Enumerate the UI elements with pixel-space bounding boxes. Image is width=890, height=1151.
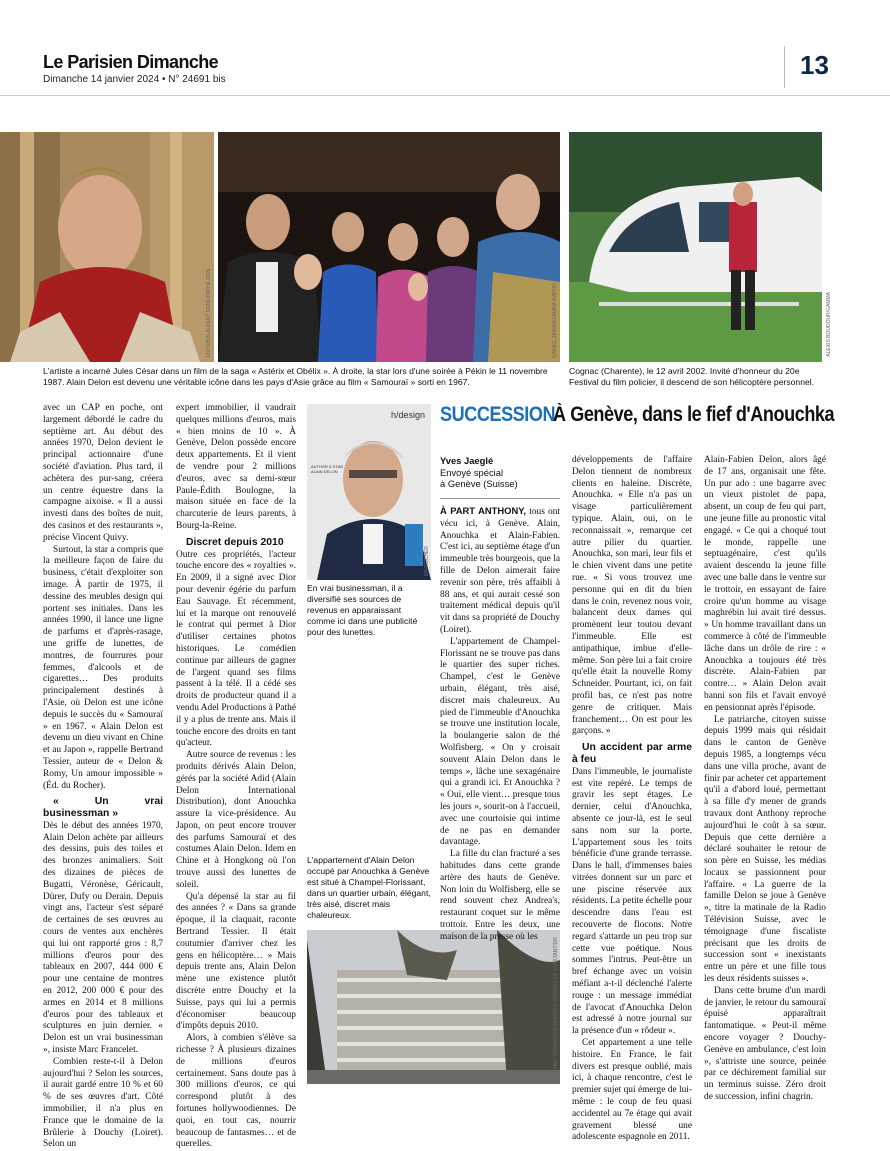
paragraph: Qu'a dépensé la star au fil des années ? « Dans sa grande époque, il la claquait, raconte Bertrand Tessier. Il était coutumier d'arriver chez les gens en hélicoptère… » Mais depuis trente ans, Alain Delon mène une existence plutôt discrète entre Douchy et la Suisse, pays qui lui a permis d'économiser beaucoup d'impôts depuis 2010. <box>176 891 296 1032</box>
paragraph: Outre ces propriétés, l'acteur touche encore des « royalties ». En 2009, il a signé avec Dior pour devenir égérie du parfum Eau Sauvage. Et récemment, lui et la marque ont renouvelé le contrat qui permet à Dior d'utiliser certaines photos historiques. Le comédien continue par ailleurs de gagner de l'argent quand ses films passent à la télé. Il a cédé ses droits de producteur quand il a vendu Adel Productions à Pathé il y a plus de trente ans. Mais il touche encore des droits en tant qu'acteur. <box>176 549 296 749</box>
ad-label: AUTHOR & STAR ALAIN DELON <box>311 464 344 474</box>
photo-portrait-publicite <box>307 404 431 580</box>
paragraph <box>440 505 560 637</box>
ad-brand-logo: h/design <box>390 410 425 420</box>
article-column-5 <box>704 455 826 1104</box>
author-role: Envoyé spécial <box>440 466 504 478</box>
paragraph: La fille du clan fracturé a ses habitudes dans cette grande artère des hauts de Genève. Non loin du Wolfisberg, elle se rend souvent chez Andrea's, restaurant coquet sur le même trottoir. Entre les deux, une maison de la presse où les <box>440 849 560 942</box>
photo-credit: ALEXIS BOUDOUR/GAMMA <box>826 292 832 357</box>
photo-credit: EDITIONS ALBERT RENE/PATHE REN <box>206 269 212 358</box>
subheading: Discret depuis 2010 <box>186 536 284 548</box>
photo-pekin-soiree <box>218 132 560 362</box>
article-kicker: SUCCESSION <box>440 403 556 426</box>
paragraph: Alain-Fabien Delon, alors âgé de 17 ans, organisait une fête. Un pur ado : une bagarre avec un vieux pistolet de papa, absent, un coup de feu qui part, une jeune fille au pronostic vital engagé. « Ce qui a choqué tout le monde, rappelle une septuagénaire, c'est qu'ils avaient descendu la jeune fille avec une balle dans le ventre sur le trottoir, en essayant de faire croire qu'un homme au visage maghrébin lui avait tiré dessus. » Un homme travaillant dans un commerce à côté de l'immeuble lâche dans un drôle de rire : « Anouchka a toujours été très discrète. Alain-Fabien par contre… » Alain Delon avait banni son fils et l'avait envoyé en pensionnat après l'épisode. <box>704 455 826 713</box>
paragraph: avec un CAP en poche, ont largement débordé le cadre du septième art. Au début des années 1970, Delon devient le principal actionnaire d'une société d'aviation. Plus tard, il achètera des pur-sang, créera un centre équestre dans la campagne aixoise. « Il a aussi investi dans des boîtes de nuit, des casinos et des restaurants », précise Vincent Quivy. <box>43 403 163 543</box>
photo-credit: DR/ROCHER <box>424 545 430 576</box>
paragraph: expert immobilier, il vaudrait quelques millions d'euros, mais « bien moins de 10 ». À Genève, Delon possède encore deux appartements. Et il vient de vendre pour 2 millions d'euros, avec sa demi-sœur Paule-Édith Boulogne, la maison située en face de la charcuterie de leurs parents, à Bourg-la-Reine. <box>176 403 296 531</box>
photo-helicoptere <box>569 132 832 362</box>
article-headline: À Genève, dans le fief d'Anouchka <box>553 403 835 426</box>
author-location: à Genève (Suisse) <box>440 478 518 489</box>
caption-portrait: En vrai businessman, il a diversifié ses sources de revenus en apparaissant comme ici dans une publicité pour des lunettes. <box>307 583 418 637</box>
caption-top-left: L'artiste a incarné Jules César dans un film de la saga « Astérix et Obélix ». À droite, la star lors d'une soirée à Pékin le 11 novembre 1987. Alain Delon est devenu une véritable icône dans les pays d'Asie grâce au film « Samouraï » sorti en 1967. <box>43 366 548 387</box>
article-column-2 <box>176 403 296 1151</box>
paragraph: Autre source de revenus : les produits dérivés Alain Delon, gérés par la société Adid (Alain Delon International Distribution), dont Anouchka assure la vice-présidence. Au Japon, on peut encore trouver des parfums Samouraï et des costumes Alain Delon. Idem en Chine et à Hongkong où l'on trouve aussi des lunettes de soleil. <box>176 750 296 890</box>
paragraph: Alors, à combien s'élève sa richesse ? À plusieurs dizaines de millions d'euros certainement. Sans doute pas à 300 millions d'euros, ce qui correspond plutôt à des fortunes hollywoodiennes. De quoi, en tout cas, nourrir beaucoup de fantasmes… et de querelles. <box>176 1033 296 1150</box>
article-column-3 <box>440 505 560 943</box>
header-divider <box>784 46 785 88</box>
subheading: Un accident par arme à feu <box>572 742 692 765</box>
photo-credit: DANIEL SIMON/GAMMA RAPHO <box>552 283 558 358</box>
lead-in: À PART ANTHONY, <box>440 505 527 516</box>
page-number: 13 <box>800 50 829 80</box>
photo-immeuble-geneve <box>307 930 560 1084</box>
subheading: « Un vrai businessman » <box>43 796 163 820</box>
article-column-1 <box>43 403 163 1151</box>
paragraph: Combien reste-t-il à Delon aujourd'hui ? Selon les sources, il aurait gardé entre 10 % et 60 % de ses œuvres d'art. Côté immobilier, il n'a plus en France que le domaine de la Brûlerie à Douchy (Loiret). Selon un <box>43 1056 163 1150</box>
publication-logo: Le Parisien Dimanche <box>43 52 219 72</box>
author-name: Yves Jaeglé <box>440 455 494 466</box>
paragraph: L'appartement de Champel-Florissant ne se trouve pas dans le quartier des super riches. Champel, c'est le Genève urbain, élégant, très aisé, discret mais chaleureux. Au pied de l'immeuble d'Anouchka se trouve une institution locale, la boulangerie salon de thé Wolfisberg. « On y croisait souvent Alain Delon dans le temps », lâche une sexagénaire qui a grandi ici. Et Anouchka ? « Oui, elle vient… presque tous les jours », sourit-on à l'accueil, avec une courtoisie qui intime de ne pas en demander davantage. <box>440 636 560 848</box>
photo-credit: ETIENNE TRAN-NGOC/LEMATIN-CAHIERS DE L'INSTANT/DR <box>553 937 559 1080</box>
caption-appartement: L'appartement d'Alain Delon occupé par Anouchka à Genève est situé à Champel-Florissant, dans un quartier urbain, élégant, très aisé, discret mais chaleureux. <box>307 855 431 920</box>
photo-jules-cesar <box>0 132 214 362</box>
paragraph: développements de l'affaire Delon tiennent de nombreux clients en haleine. Discrète, Anouchka. « Elle n'a pas un visage particulièrement typique. Alain, oui, on le reconnaissait », remarque cet autre pilier du quartier. Anouchka, son mari, leur fils et le chien vivent dans une petite rue. « Si vous trouvez une personne qui en dit du bien dans le coin, revenez nous voir, balancent deux dames qui promènent leur toutou devant l'immeuble. Elle est antipathique, imbue d'elle-même. Son père lui a fait croire qu'elle était la nouvelle Romy Schneider. Pourtant, ici, on fait profil bas, ce n'est pas notre genre de critiquer. Mais franchement… On est pour les garçons. » <box>572 455 692 737</box>
article-column-4 <box>572 455 692 1144</box>
article-byline <box>440 455 518 490</box>
paragraph: Surtout, la star a compris que la meilleure façon de faire du business, c'était d'exploiter son image. À partir de 1975, il dessine des meubles design qui portent ses initiales. Dans les années 1990, il lance une ligne de parfums et d'après-rasage, une griffe de lunettes, de montres, de fourrures pour femmes, d'alcools et de cigarettes… Des produits principalement destinés à l'Asie, où Delon est une icône depuis le succès du « Samouraï » en 1967. « Alain Delon est devenu un dieu vivant en Chine et au Japon », rappelle Bertrand Tessier, auteur de « Delon & Romy, Un amour impossible » (Éd. du Rocher). <box>43 544 163 791</box>
issue-dateline: Dimanche 14 janvier 2024 • N° 24691 bis <box>43 74 226 85</box>
byline-divider <box>440 498 560 499</box>
lead-text: tous ont vécu ici, à Genève. Alain, Anouchka et Alain-Fabien. C'est ici, au septième étage d'un immeuble très bourgeois, que la fille de Delon aimerait faire revenir son père, très affaibli à 88 ans, et qui aurait cessé son traitement médical depuis qu'il vit dans sa propriété de Douchy (Loiret). <box>440 507 561 635</box>
header-rule <box>0 95 890 96</box>
paragraph: Le patriarche, citoyen suisse depuis 1999 mais qui résidait dans le canton de Genève depuis 1985, a longtemps vécu dans une villa proche, avant de finir par acheter cet appartement qu'il a d'abord loué, permettant à sa fille d'y mener de grands travaux dont Anthony reproche aujourd'hui le coût à sa sœur. Depuis que cette dernière a déclaré souhaiter le retour de son père en Suisse, les médias locaux se passionnent pour l'affaire. « La guerre de la famille Delon se joue à Genève », titre la matinale de la Radio Télévision Suisse, avec le témoignage d'une fiscaliste précisant que les droits de succession sont « inexistants entre un père et une fille tous les deux résidents suisses ». <box>704 714 826 985</box>
paragraph: Dans cette brume d'un mardi de janvier, le retour du samouraï épuisé apparaîtrait fantomatique. « Peut-il même encore voyager ? Douchy-Genève en ambulance, c'est loin », s'attriste une source, peinée par ce déchirement familial sur un terminus suisse. Zéro droit de succession, infini chagrin. <box>704 985 826 1103</box>
paragraph: Dans l'immeuble, le journaliste est vite repéré. Le temps de gravir les sept étages. Le dernier, celui d'Anouchka, absente ce jour-là, est le seul sans nom sur la porte. L'appartement sous les toits bénéficie d'une grande terrasse. Dans le hall, d'immenses baies vitrées donnent sur un parc et une piscine réservée aux résidents. La petite échelle pour descendre dans l'eau est recouverte de flocons. Notre regard s'attarde un peu trop sur cette vue poétique. Nous sommes l'intrus. Peut-être un bref échange avec un voisin méfiant a-t-il déclenché l'alerte rouge : un message immédiat de l'avocat d'Anouchka Delon est adressé à notre journal sur la présence d'un « rôdeur ». <box>572 766 692 1037</box>
caption-top-right: Cognac (Charente), le 12 avril 2002. Invité d'honneur du 20e Festival du film policier, il descend de son hélicoptère personnel. <box>569 366 815 387</box>
paragraph: Cet appartement a une telle histoire. En France, le fait divers est presque oublié, mais ici, à chaque rencontre, c'est le premier sujet qui émerge de lui-même : le coup de feu quasi accidentel au 7e étage qui avait gravement blessé une adolescente espagnole en 2011. <box>572 1038 692 1143</box>
paragraph: Dès le début des années 1970, Alain Delon achète par ailleurs des dessins, puis des toiles et des bronzes animaliers. Soit des dizaines de pièces de Bugatti, Véronèse, Géricault, Dürer, Dufy ou Derain. Depuis vingt ans, l'acteur s'est séparé de certaines de ses œuvres au cours de ventes aux enchères qui lui ont rapporté gros : 8,7 millions d'euros pour des tableaux en 2007, 444 000 € pour une centaine de montres en 2012, 200 000 € pour des armes en 2014 et 8 millions d'euros pour des tableaux et sculptures en juin dernier. « Delon est un vrai businessman », insiste Marc Francelet. <box>43 820 163 1056</box>
